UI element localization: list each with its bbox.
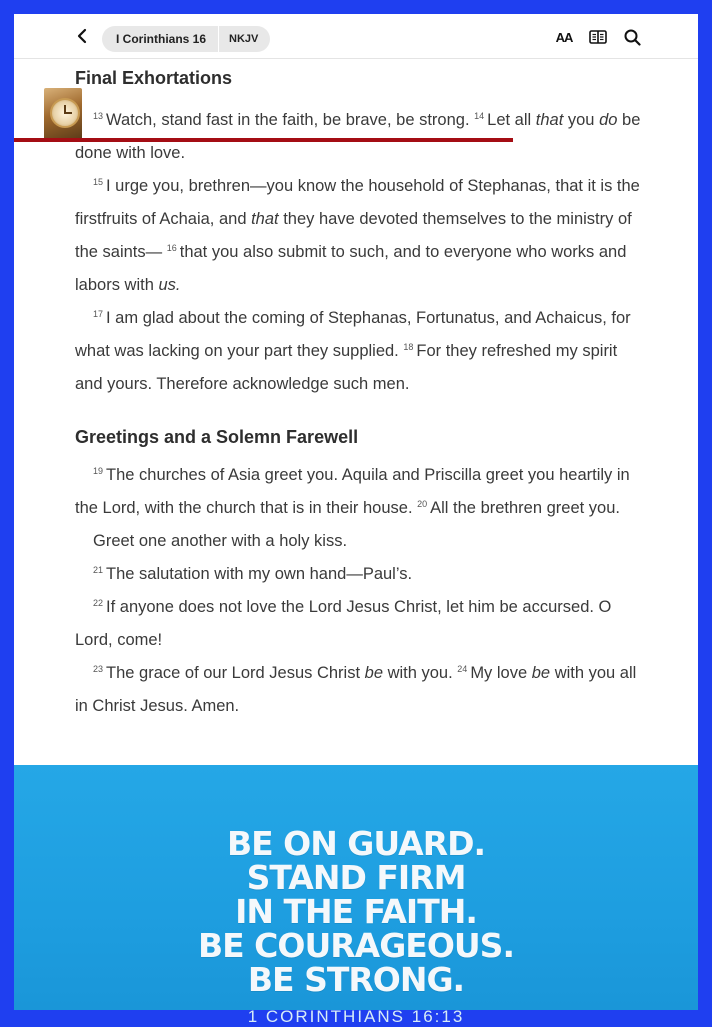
verse-23-italic: be [364,664,383,682]
verse-15-italic: that [251,210,279,228]
verse-16-italic: us. [158,276,181,294]
paragraph-holy-kiss[interactable]: Greet one another with a holy kiss. [93,532,348,550]
verse-24-text[interactable]: My love [470,664,532,682]
verse-15-text: they have devoted themselves to the ministry of the saints— [75,210,632,261]
verse-number: 23 [93,663,104,674]
section-heading-greetings: Greetings and a Solemn Farewell [75,427,359,447]
search-button[interactable] [622,28,642,46]
version-button[interactable]: NKJV [229,33,259,45]
verse-image-banner [14,765,698,1026]
verse-15-text[interactable]: I urge you, brethren—you know the household of Stephanas, that it is the firstfruits of Achaia, and [75,177,640,228]
verse-number: 22 [93,597,104,608]
back-button[interactable] [70,24,94,48]
book-chapter-button[interactable]: I Corinthians 16 [102,26,219,52]
verse-22-text[interactable]: If anyone does not love the Lord Jesus Christ, let him be accursed. O Lord, come! [75,598,612,649]
chapter-text [75,62,645,723]
verse-number: 16 [166,242,177,253]
paragraph-verse-21 [75,558,645,591]
paragraph-verses-17-18 [75,302,645,401]
passage-selector [102,26,270,52]
verse-13-text[interactable]: Watch, stand fast in the faith, be brave, be strong. [106,111,470,129]
banner-line: BE COURAGEOUS. [198,926,514,965]
reading-view-button[interactable] [588,28,608,46]
banner-line: IN THE FAITH. [235,892,477,931]
verse-14-text[interactable]: Let all [487,111,536,129]
verse-24-italic: be [531,664,551,682]
paragraph-verses-13-14 [75,104,645,170]
verse-number: 13 [93,110,104,121]
book-view-icon [589,30,607,44]
verse-16-text[interactable]: that you also submit to such, and to everyone who works and labors with [75,243,627,294]
verse-21-text[interactable]: The salutation with my own hand—Paul’s. [106,565,413,583]
paragraph-verses-15-16 [75,170,645,302]
banner-reference: 1 CORINTHIANS 16:13 [247,1007,465,1026]
bible-reader-screen [14,14,698,1026]
verse-14-text: you [563,111,600,129]
verse-number: 21 [93,564,104,575]
verse-number: 19 [93,465,104,476]
chevron-left-icon [76,28,88,44]
verse-18-text[interactable]: For they refreshed my spirit and yours. Therefore acknowledge such men. [75,342,618,393]
verse-number: 18 [403,341,414,352]
top-toolbar [14,14,698,59]
banner-line: STAND FIRM [246,858,466,897]
verse-20-text[interactable]: All the brethren greet you. [430,499,620,517]
verse-number: 20 [417,498,428,509]
verse-14-italic: do [599,111,618,129]
banner-line: BE ON GUARD. [226,824,486,863]
verse-number: 15 [93,176,104,187]
verse-14-italic: that [535,111,564,129]
verse-number: 14 [474,110,485,121]
paragraph-verse-22 [75,591,645,657]
verse-14-text: be done with love. [75,111,641,162]
section-heading-final-exhortations: Final Exhortations [75,68,233,88]
verse-number: 17 [93,308,104,319]
text-size-button[interactable] [554,28,574,46]
verse-24-text: with you all in Christ Jesus. Amen. [75,664,637,715]
banner-line: BE STRONG. [247,960,465,999]
verse-23-text: with you. [383,664,458,682]
verse-23-text[interactable]: The grace of our Lord Jesus Christ [106,664,365,682]
verse-number: 24 [457,663,468,674]
paragraph-verses-19-20 [75,459,645,525]
verse-17-text[interactable]: I am glad about the coming of Stephanas, Fortunatus, and Achaicus, for what was lacking on your part they supplied. [75,309,631,360]
paragraph-verses-23-24 [75,657,645,723]
toolbar-icons [554,28,642,46]
text-size-icon: AA [555,29,573,45]
search-icon [624,29,641,46]
verse-19-text[interactable]: The churches of Asia greet you. Aquila and Priscilla greet you heartily in the Lord, with the church that is in their house. [75,466,630,517]
